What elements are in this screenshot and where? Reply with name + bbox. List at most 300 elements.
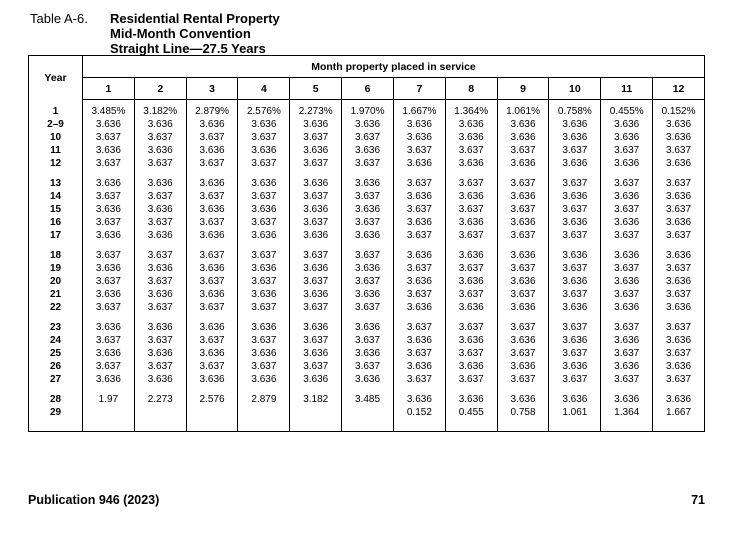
rate-cell: 3.637 — [653, 288, 705, 301]
rate-cell: 3.637 — [186, 334, 238, 347]
rate-cell: 3.637 — [653, 177, 705, 190]
rate-cell: 2.576% — [238, 105, 290, 118]
rate-cell: 3.636 — [497, 360, 549, 373]
rate-cell: 3.636 — [601, 157, 653, 170]
rate-cell: 3.637 — [83, 360, 135, 373]
rate-cell: 3.637 — [653, 144, 705, 157]
rate-cell: 3.637 — [83, 131, 135, 144]
rate-cell: 3.636 — [549, 360, 601, 373]
table-label: Table A-6. — [30, 11, 88, 26]
rate-cell: 3.637 — [393, 229, 445, 242]
rate-cell: 3.637 — [549, 144, 601, 157]
rate-cell: 3.636 — [238, 118, 290, 131]
rate-cell: 3.636 — [393, 157, 445, 170]
rate-cell: 3.637 — [497, 203, 549, 216]
rate-cell: 3.636 — [445, 216, 497, 229]
page-number: 71 — [691, 493, 705, 507]
table-header — [29, 56, 705, 100]
rate-cell: 1.364% — [445, 105, 497, 118]
rate-cell: 3.636 — [238, 321, 290, 334]
rate-cell: 1.667% — [393, 105, 445, 118]
table-row — [29, 360, 705, 373]
rate-cell: 3.636 — [653, 216, 705, 229]
rate-cell: 3.636 — [342, 203, 394, 216]
rate-cell: 3.636 — [342, 229, 394, 242]
rate-cell: 3.637 — [290, 275, 342, 288]
spacer-row — [29, 419, 705, 432]
rate-cell: 3.637 — [134, 275, 186, 288]
rate-cell: 3.636 — [134, 203, 186, 216]
year-cell: 1 — [29, 105, 83, 118]
rate-cell: 3.637 — [134, 334, 186, 347]
rate-cell: 3.637 — [393, 321, 445, 334]
rate-cell: 3.636 — [601, 275, 653, 288]
rate-cell: 3.637 — [653, 321, 705, 334]
rate-cell: 3.636 — [186, 203, 238, 216]
month-col-header: 7 — [393, 78, 445, 100]
rate-cell — [238, 406, 290, 419]
rate-cell: 3.637 — [342, 360, 394, 373]
rate-cell: 3.637 — [393, 373, 445, 386]
rate-cell: 3.637 — [497, 288, 549, 301]
month-col-header: 3 — [186, 78, 238, 100]
table-title-lines — [110, 11, 280, 56]
rate-cell: 3.636 — [238, 229, 290, 242]
rate-cell: 3.637 — [445, 373, 497, 386]
rate-cell: 3.636 — [238, 347, 290, 360]
rate-cell: 1.364 — [601, 406, 653, 419]
table-row — [29, 249, 705, 262]
rate-cell: 3.637 — [290, 157, 342, 170]
rate-cell: 3.637 — [393, 144, 445, 157]
rate-cell: 3.636 — [393, 216, 445, 229]
spacer-row — [29, 314, 705, 321]
rate-cell: 3.636 — [238, 288, 290, 301]
rate-cell — [186, 406, 238, 419]
month-col-header: 5 — [290, 78, 342, 100]
rate-cell: 3.637 — [393, 288, 445, 301]
rate-cell: 3.637 — [238, 275, 290, 288]
year-cell: 26 — [29, 360, 83, 373]
year-cell: 22 — [29, 301, 83, 314]
rate-cell: 3.636 — [393, 275, 445, 288]
rate-cell: 0.152 — [393, 406, 445, 419]
rate-cell: 3.637 — [134, 157, 186, 170]
rate-cell: 3.636 — [238, 177, 290, 190]
rate-cell: 3.636 — [653, 393, 705, 406]
rate-cell: 2.576 — [186, 393, 238, 406]
rate-cell: 3.637 — [186, 275, 238, 288]
month-col-header: 6 — [342, 78, 394, 100]
year-cell: 15 — [29, 203, 83, 216]
rate-cell: 3.636 — [497, 393, 549, 406]
rate-cell: 3.636 — [134, 118, 186, 131]
rate-cell: 3.636 — [445, 301, 497, 314]
rate-cell: 3.636 — [497, 190, 549, 203]
table-row — [29, 275, 705, 288]
rate-cell: 3.636 — [186, 229, 238, 242]
table-row — [29, 406, 705, 419]
rate-cell: 3.637 — [342, 131, 394, 144]
table-row — [29, 301, 705, 314]
rate-cell: 3.636 — [653, 249, 705, 262]
spacer-row — [29, 242, 705, 249]
rate-cell: 3.636 — [238, 373, 290, 386]
rate-cell: 3.637 — [290, 334, 342, 347]
rate-cell: 1.061 — [549, 406, 601, 419]
rate-cell — [134, 406, 186, 419]
rate-cell: 3.636 — [497, 334, 549, 347]
table-row — [29, 190, 705, 203]
table-row — [29, 262, 705, 275]
rate-cell: 3.637 — [290, 249, 342, 262]
rate-cell: 3.637 — [549, 177, 601, 190]
rate-cell: 3.636 — [83, 373, 135, 386]
rate-cell: 3.636 — [393, 393, 445, 406]
rate-cell: 3.636 — [342, 373, 394, 386]
rate-cell: 3.637 — [393, 262, 445, 275]
rate-cell: 0.758 — [497, 406, 549, 419]
year-cell: 17 — [29, 229, 83, 242]
rate-cell: 3.637 — [134, 249, 186, 262]
rate-cell: 3.636 — [445, 275, 497, 288]
rate-cell: 3.637 — [601, 262, 653, 275]
table-row — [29, 229, 705, 242]
rate-cell: 3.636 — [83, 229, 135, 242]
year-cell: 24 — [29, 334, 83, 347]
month-col-header: 9 — [497, 78, 549, 100]
rate-cell: 3.636 — [134, 177, 186, 190]
rate-cell: 3.637 — [549, 347, 601, 360]
rate-cell: 3.636 — [549, 131, 601, 144]
rate-cell: 3.636 — [342, 262, 394, 275]
rate-cell: 3.636 — [497, 216, 549, 229]
rate-cell: 3.636 — [290, 288, 342, 301]
rate-cell: 3.637 — [186, 216, 238, 229]
table-row — [29, 216, 705, 229]
rate-cell: 3.637 — [653, 203, 705, 216]
rate-cell: 3.636 — [497, 275, 549, 288]
month-col-header: 11 — [601, 78, 653, 100]
rate-cell: 3.636 — [83, 177, 135, 190]
rate-cell: 3.636 — [393, 301, 445, 314]
rate-cell: 3.637 — [83, 275, 135, 288]
year-header: Year — [29, 56, 83, 100]
rate-cell: 3.637 — [238, 131, 290, 144]
rate-cell: 3.637 — [290, 131, 342, 144]
rate-cell: 3.637 — [445, 229, 497, 242]
rate-cell: 3.636 — [445, 334, 497, 347]
table-row — [29, 321, 705, 334]
year-cell: 14 — [29, 190, 83, 203]
rate-cell: 3.637 — [134, 360, 186, 373]
rate-cell: 3.637 — [601, 177, 653, 190]
year-cell: 2–9 — [29, 118, 83, 131]
rate-cell: 3.636 — [290, 262, 342, 275]
rate-cell: 3.636 — [653, 334, 705, 347]
rate-cell: 3.637 — [342, 334, 394, 347]
spacer-row — [29, 170, 705, 177]
rate-cell: 3.636 — [549, 118, 601, 131]
rate-cell: 3.636 — [497, 131, 549, 144]
rate-cell: 3.637 — [238, 249, 290, 262]
rate-cell: 3.637 — [549, 262, 601, 275]
rate-cell: 3.637 — [342, 275, 394, 288]
rate-cell: 1.970% — [342, 105, 394, 118]
year-cell: 18 — [29, 249, 83, 262]
month-col-header: 10 — [549, 78, 601, 100]
rate-cell: 3.636 — [186, 118, 238, 131]
rate-cell: 3.636 — [653, 118, 705, 131]
year-cell: 21 — [29, 288, 83, 301]
month-col-header: 8 — [445, 78, 497, 100]
rate-cell: 3.636 — [83, 203, 135, 216]
rate-cell: 3.637 — [186, 301, 238, 314]
rate-cell: 3.637 — [342, 216, 394, 229]
rate-cell: 3.637 — [186, 190, 238, 203]
rate-cell: 3.636 — [601, 249, 653, 262]
year-cell: 19 — [29, 262, 83, 275]
rate-cell: 3.636 — [134, 229, 186, 242]
rate-cell: 3.636 — [601, 393, 653, 406]
year-cell: 29 — [29, 406, 83, 419]
rate-cell: 3.637 — [601, 288, 653, 301]
rate-cell: 3.636 — [83, 321, 135, 334]
rate-cell: 3.637 — [445, 288, 497, 301]
rate-cell: 3.636 — [238, 262, 290, 275]
rate-cell: 3.637 — [549, 288, 601, 301]
rate-cell: 3.636 — [497, 249, 549, 262]
rate-cell: 3.637 — [134, 131, 186, 144]
rate-cell: 3.637 — [238, 157, 290, 170]
rate-cell: 3.637 — [497, 347, 549, 360]
rate-cell: 3.637 — [238, 334, 290, 347]
rate-cell: 3.637 — [497, 321, 549, 334]
rate-cell: 3.637 — [653, 262, 705, 275]
rate-cell: 3.637 — [238, 216, 290, 229]
rate-cell: 3.636 — [83, 144, 135, 157]
rate-cell: 3.637 — [653, 347, 705, 360]
rate-cell: 3.637 — [653, 373, 705, 386]
rate-cell: 3.636 — [342, 288, 394, 301]
year-cell: 27 — [29, 373, 83, 386]
rate-cell: 3.636 — [134, 321, 186, 334]
rate-cell: 3.637 — [83, 249, 135, 262]
rate-cell: 3.636 — [601, 131, 653, 144]
table-row — [29, 157, 705, 170]
rate-cell: 3.637 — [601, 144, 653, 157]
month-number-row — [29, 78, 705, 100]
rate-cell: 3.636 — [549, 275, 601, 288]
rate-cell: 3.637 — [290, 216, 342, 229]
rate-cell — [83, 406, 135, 419]
rate-cell: 3.636 — [497, 301, 549, 314]
rate-cell: 3.636 — [238, 144, 290, 157]
table-row — [29, 334, 705, 347]
rate-cell: 3.637 — [83, 216, 135, 229]
rate-cell — [290, 406, 342, 419]
year-cell: 28 — [29, 393, 83, 406]
rate-cell: 3.636 — [186, 144, 238, 157]
rate-cell: 3.637 — [393, 177, 445, 190]
table-row — [29, 118, 705, 131]
rate-cell: 3.636 — [601, 118, 653, 131]
rate-cell: 3.637 — [497, 262, 549, 275]
rate-cell: 3.637 — [601, 347, 653, 360]
rate-cell: 3.637 — [445, 144, 497, 157]
rate-cell: 3.637 — [238, 190, 290, 203]
table-row — [29, 288, 705, 301]
year-cell: 20 — [29, 275, 83, 288]
rate-cell: 3.636 — [445, 157, 497, 170]
rate-cell: 3.636 — [497, 118, 549, 131]
rate-cell: 3.636 — [134, 288, 186, 301]
year-cell: 25 — [29, 347, 83, 360]
rate-cell: 3.636 — [393, 334, 445, 347]
rate-cell: 3.637 — [342, 249, 394, 262]
rate-cell: 3.636 — [445, 118, 497, 131]
year-cell: 13 — [29, 177, 83, 190]
rate-cell: 3.182 — [290, 393, 342, 406]
rate-cell: 3.637 — [445, 203, 497, 216]
rate-cell: 3.182% — [134, 105, 186, 118]
rate-cell: 3.636 — [549, 216, 601, 229]
rate-cell: 3.636 — [393, 131, 445, 144]
rate-cell: 3.485% — [83, 105, 135, 118]
rate-cell: 3.637 — [601, 373, 653, 386]
rate-cell: 3.636 — [342, 321, 394, 334]
rate-cell: 3.636 — [290, 203, 342, 216]
rate-cell: 3.636 — [653, 301, 705, 314]
rate-cell: 3.636 — [238, 203, 290, 216]
rate-cell: 3.636 — [83, 118, 135, 131]
rate-cell: 3.637 — [290, 301, 342, 314]
rate-cell: 3.636 — [342, 144, 394, 157]
title-line: Mid-Month Convention — [110, 26, 251, 41]
rate-cell: 3.636 — [290, 373, 342, 386]
rate-cell: 3.637 — [186, 249, 238, 262]
rate-cell: 3.636 — [393, 190, 445, 203]
rate-cell: 3.636 — [601, 190, 653, 203]
rate-cell: 3.637 — [186, 131, 238, 144]
rate-cell: 3.636 — [290, 321, 342, 334]
rate-cell: 3.637 — [134, 216, 186, 229]
rate-cell: 3.636 — [549, 301, 601, 314]
rate-cell: 3.637 — [83, 301, 135, 314]
rate-cell: 3.636 — [549, 157, 601, 170]
rate-cell — [342, 406, 394, 419]
rate-cell: 3.637 — [497, 144, 549, 157]
rate-cell: 3.636 — [290, 347, 342, 360]
rate-cell: 3.637 — [549, 321, 601, 334]
rate-cell: 3.637 — [601, 203, 653, 216]
month-span-header: Month property placed in service — [83, 56, 705, 78]
rate-cell: 3.636 — [601, 301, 653, 314]
rate-cell: 3.636 — [445, 190, 497, 203]
rate-cell: 3.636 — [83, 262, 135, 275]
rate-cell: 3.636 — [549, 249, 601, 262]
month-col-header: 2 — [134, 78, 186, 100]
rate-cell: 3.637 — [83, 157, 135, 170]
rate-cell: 3.637 — [342, 157, 394, 170]
rate-cell: 3.636 — [549, 334, 601, 347]
rate-cell: 3.637 — [549, 229, 601, 242]
rate-cell: 3.636 — [497, 157, 549, 170]
rate-cell: 3.636 — [186, 288, 238, 301]
table-body — [29, 100, 705, 432]
page-footer — [28, 493, 705, 507]
rate-cell: 3.636 — [134, 144, 186, 157]
rate-cell: 3.637 — [134, 190, 186, 203]
title-line: Residential Rental Property — [110, 11, 280, 26]
rate-cell: 3.485 — [342, 393, 394, 406]
table-row — [29, 131, 705, 144]
rate-cell: 3.636 — [445, 131, 497, 144]
rate-cell: 3.636 — [653, 131, 705, 144]
rate-cell: 3.637 — [83, 190, 135, 203]
rate-cell: 3.636 — [342, 118, 394, 131]
rate-cell: 3.637 — [601, 229, 653, 242]
rate-cell: 3.636 — [290, 144, 342, 157]
rate-cell: 3.637 — [549, 373, 601, 386]
rate-cell: 0.455 — [445, 406, 497, 419]
year-cell: 23 — [29, 321, 83, 334]
year-cell: 16 — [29, 216, 83, 229]
rate-cell: 3.637 — [653, 229, 705, 242]
rate-cell: 3.637 — [601, 321, 653, 334]
rate-cell: 3.637 — [186, 157, 238, 170]
publication-label: Publication 946 (2023) — [28, 493, 160, 507]
rate-cell: 3.637 — [445, 262, 497, 275]
year-cell: 12 — [29, 157, 83, 170]
rate-cell: 3.636 — [653, 190, 705, 203]
rate-cell: 1.061% — [497, 105, 549, 118]
rate-cell: 3.636 — [393, 118, 445, 131]
year-cell: 10 — [29, 131, 83, 144]
rate-cell: 3.637 — [186, 360, 238, 373]
rate-cell: 3.637 — [83, 334, 135, 347]
rate-cell: 3.637 — [238, 360, 290, 373]
rate-cell: 3.636 — [134, 347, 186, 360]
rate-cell: 3.636 — [445, 249, 497, 262]
rate-cell: 3.636 — [134, 373, 186, 386]
rate-cell: 3.636 — [393, 249, 445, 262]
rate-cell: 3.636 — [186, 347, 238, 360]
rate-cell: 3.637 — [497, 373, 549, 386]
rate-cell: 1.97 — [83, 393, 135, 406]
rate-cell: 2.273% — [290, 105, 342, 118]
rate-cell: 3.636 — [601, 334, 653, 347]
rate-cell: 3.636 — [342, 347, 394, 360]
rate-cell: 3.636 — [445, 360, 497, 373]
month-col-header: 12 — [653, 78, 705, 100]
rate-cell: 3.636 — [445, 393, 497, 406]
rate-cell: 3.636 — [134, 262, 186, 275]
rate-cell: 3.637 — [342, 301, 394, 314]
table-row — [29, 347, 705, 360]
title-line: Straight Line—27.5 Years — [110, 41, 266, 56]
rate-cell: 3.636 — [601, 360, 653, 373]
rate-cell: 3.636 — [653, 157, 705, 170]
rate-cell: 3.637 — [393, 203, 445, 216]
rate-cell: 3.637 — [393, 347, 445, 360]
rate-cell: 3.636 — [549, 393, 601, 406]
rate-cell: 3.636 — [186, 321, 238, 334]
rate-cell: 3.637 — [445, 177, 497, 190]
rate-cell: 3.636 — [653, 275, 705, 288]
table-title — [30, 11, 280, 56]
rate-cell: 3.636 — [549, 190, 601, 203]
